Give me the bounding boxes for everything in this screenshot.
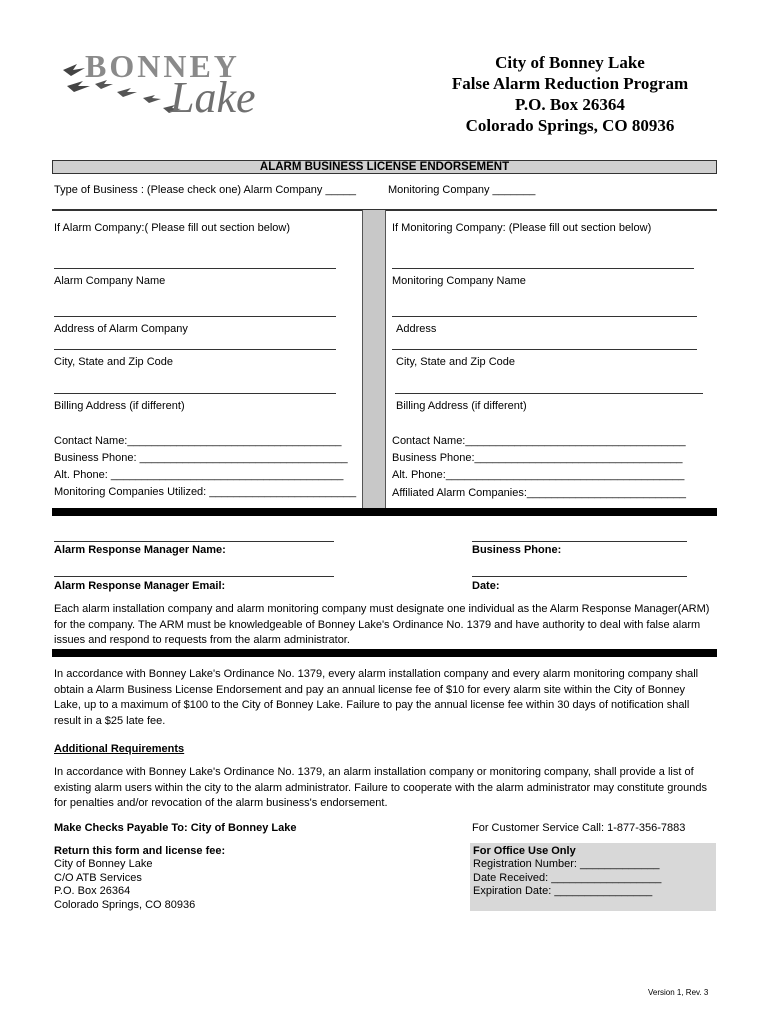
alarm-company-name-line[interactable] — [54, 268, 336, 269]
alarm-company-name-label: Alarm Company Name — [54, 275, 166, 287]
alarm-company-address-line[interactable] — [54, 316, 336, 317]
alarm-company-city-line[interactable] — [54, 349, 336, 350]
arm-paragraph: Each alarm installation company and alarm monitoring company must designate one individual as the Alarm Response Manager(ARM) for the company. The ARM must be knowledgeable of Bonney Lake's Ordinance No. 1379 and have authority to deal with false alarm issues and respond to requests from the alarm administrator. — [54, 603, 710, 646]
monitoring-company-billing-label: Billing Address (if different) — [396, 400, 527, 412]
registration-number-field[interactable]: Registration Number: _____________ — [473, 858, 660, 870]
additional-requirements-heading: Additional Requirements — [54, 743, 185, 755]
monitoring-company-name-label: Monitoring Company Name — [392, 275, 526, 287]
additional-requirements-paragraph: In accordance with Bonney Lake's Ordinance No. 1379, an alarm installation company or monitoring company, shall provide a list of existing alarm users within the city to the alarm administrator. Failure to cooperate with the alarm administrator may constitute grounds for penalties and/or revocation of the alarm business's endorsement. — [54, 766, 707, 809]
logo-script: Lake — [170, 73, 256, 122]
city-line-3: P.O. Box 26364 — [515, 95, 625, 114]
expiration-date-field[interactable]: Expiration Date: ________________ — [473, 885, 653, 897]
arm-email-label: Alarm Response Manager Email: — [54, 580, 226, 592]
monitoring-company-heading: If Monitoring Company: (Please fill out section below) — [392, 222, 652, 234]
monitoring-company-address-label: Address — [396, 323, 437, 335]
column-divider — [362, 210, 386, 508]
return-line-1: City of Bonney Lake — [54, 858, 153, 870]
city-address-header — [420, 52, 720, 136]
monitoring-alt-phone-field[interactable]: Alt. Phone:_______________________________________ — [392, 469, 685, 481]
bonney-lake-logo — [55, 50, 310, 122]
checks-payable-text: Make Checks Payable To: City of Bonney Lake — [54, 822, 297, 834]
office-use-heading: For Office Use Only — [473, 845, 576, 857]
city-line-4: Colorado Springs, CO 80936 — [465, 116, 675, 135]
customer-service-text: For Customer Service Call: 1-877-356-7883 — [472, 822, 686, 834]
monitoring-companies-utilized-field[interactable]: Monitoring Companies Utilized: ________________________ — [54, 486, 357, 498]
alarm-contact-name-field[interactable]: Contact Name:___________________________________ — [54, 435, 342, 447]
form-title-banner: ALARM BUSINESS LICENSE ENDORSEMENT — [52, 160, 717, 174]
arm-date-line[interactable] — [472, 576, 687, 577]
ordinance-paragraph: In accordance with Bonney Lake's Ordinance No. 1379, every alarm installation company and every alarm monitoring company shall obtain a Alarm Business License Endorsement and pay an annual license fee of $10 for every alarm site within the City of Bonney Lake, up to a maximum of $100 to the City of Bonney Lake. Failure to pay the annual license fee within 30 days of notification shall result in a $25 late fee. — [54, 668, 699, 727]
alarm-company-address-label: Address of Alarm Company — [54, 323, 188, 335]
arm-phone-line[interactable] — [472, 541, 687, 542]
monitoring-company-billing-line[interactable] — [395, 393, 703, 394]
alarm-company-heading: If Alarm Company:( Please fill out section below) — [54, 222, 290, 234]
type-of-business-alarm[interactable]: Type of Business : (Please check one) Alarm Company _____ — [54, 184, 357, 196]
return-line-2: C/O ATB Services — [54, 872, 142, 884]
arm-name-line[interactable] — [54, 541, 334, 542]
city-line-1: City of Bonney Lake — [495, 53, 645, 72]
arm-name-label: Alarm Response Manager Name: — [54, 544, 226, 556]
section-divider-bar — [52, 508, 717, 516]
version-label: Version 1, Rev. 3 — [648, 988, 709, 997]
alarm-company-billing-line[interactable] — [54, 393, 336, 394]
monitoring-business-phone-field[interactable]: Business Phone:__________________________________ — [392, 452, 683, 464]
monitoring-company-address-line[interactable] — [392, 316, 697, 317]
arm-date-label: Date: — [472, 580, 500, 592]
date-received-field[interactable]: Date Received: __________________ — [473, 872, 662, 884]
office-use-box — [470, 843, 716, 911]
monitoring-contact-name-field[interactable]: Contact Name:____________________________________ — [392, 435, 686, 447]
type-of-business-monitoring[interactable]: Monitoring Company _______ — [388, 184, 536, 196]
return-heading: Return this form and license fee: — [54, 845, 226, 857]
alarm-company-city-label: City, State and Zip Code — [54, 356, 174, 368]
alarm-business-phone-field[interactable]: Business Phone: __________________________________ — [54, 452, 348, 464]
return-line-3: P.O. Box 26364 — [54, 885, 131, 897]
logo-wordmark: BONNEY — [85, 48, 240, 84]
return-line-4: Colorado Springs, CO 80936 — [54, 899, 196, 911]
alarm-alt-phone-field[interactable]: Alt. Phone: ______________________________________ — [54, 469, 344, 481]
affiliated-alarm-companies-field[interactable]: Affiliated Alarm Companies:__________________________ — [392, 487, 686, 499]
monitoring-company-city-line[interactable] — [392, 349, 697, 350]
city-line-2: False Alarm Reduction Program — [451, 74, 689, 93]
section-divider-bar — [52, 649, 717, 657]
monitoring-company-name-line[interactable] — [392, 268, 694, 269]
arm-email-line[interactable] — [54, 576, 334, 577]
monitoring-company-city-label: City, State and Zip Code — [396, 356, 516, 368]
alarm-company-billing-label: Billing Address (if different) — [54, 400, 185, 412]
arm-phone-label: Business Phone: — [472, 544, 562, 556]
